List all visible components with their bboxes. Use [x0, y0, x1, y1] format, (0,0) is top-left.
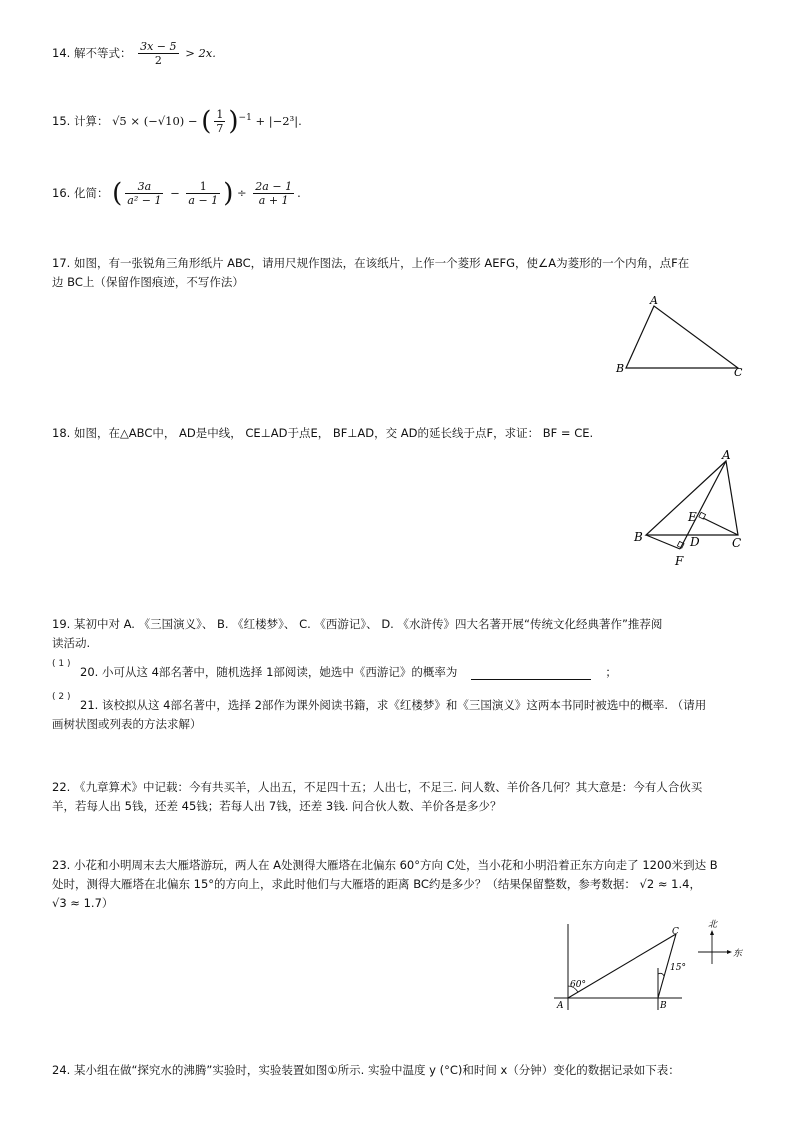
point-label: B: [660, 1001, 667, 1011]
inequality-tail: > 2x.: [185, 46, 216, 60]
fraction: $\frac{1}{7}$: [216, 108, 224, 135]
vertex-label: C: [734, 366, 743, 379]
question-number: 14.: [52, 46, 71, 60]
question-22-line-2: 羊，若每人出 5钱，还差 45钱；若每人出 7钱，还差 3钱. 问合伙人数、羊价各是多少？: [52, 799, 502, 813]
subquestion-21-line-2: 画树状图或列表的方法求解）: [52, 717, 202, 731]
subquestion-21-line-1: 21. 该校拟从这 4部名著中，选择 2部作为课外阅读书籍，求《红楼梦》和《三国演义》这两本书同时被选中的概率. （请用: [80, 698, 707, 712]
question-23-line-3: √3 ≈ 1.7）: [52, 896, 114, 910]
exponent: −1: [238, 113, 252, 124]
vertex-label: F: [675, 554, 684, 568]
point-label: A: [557, 1001, 564, 1011]
question-14: [52, 40, 216, 67]
fraction: $\frac{1}{a - 1}$: [188, 180, 219, 207]
question-number: 15.: [52, 114, 71, 128]
question-18-line-1: 18. 如图，在△ABC中， AD是中线， CE⊥AD于点E， BF⊥AD，交 AD的延长线于点F，求证： BF = CE.: [52, 426, 594, 440]
vertex-label: A: [650, 294, 658, 307]
vertex-label: B: [634, 530, 643, 544]
vertex-label: A: [722, 448, 731, 462]
question-19-line-1: 19. 某初中对 A. 《三国演义》、 B. 《红楼梦》、 C. 《西游记》、 D. 《水浒传》四大名著开展“传统文化经典著作”推荐阅: [52, 617, 663, 631]
expression-part: √5 × (−√10) −: [112, 114, 198, 128]
question-22-line-1: 22. 《九章算术》中记载：今有共买羊，人出五，不足四十五；人出七，不足三. 问人数、羊价各几何？其大意是：今有人合伙买: [52, 780, 703, 794]
question-19-line-2: 读活动.: [52, 636, 91, 650]
angle-label: 15°: [670, 963, 686, 973]
subquestion-label: ( 2 ): [52, 692, 71, 702]
east-label: 东: [733, 949, 743, 959]
vertex-label: E: [688, 510, 697, 524]
question-17-line-2: 边 BC上（保留作图痕迹，不写作法）: [52, 275, 244, 289]
question-prompt: 解不等式：: [73, 46, 132, 60]
north-label: 北: [708, 920, 718, 930]
question-prompt: 化简：: [73, 186, 109, 200]
vertex-label: C: [732, 536, 742, 550]
question-16: 16. 化简： ( $\frac{3a}{\text{a² − 1}}$ − $\frac{1}{a - 1}$ ) ÷ $\frac{2a - 1}{a + 1}$ .: [52, 178, 301, 209]
question-prompt: 计算：: [73, 114, 109, 128]
vertex-label: D: [690, 535, 700, 549]
subquestion-label: ( 1 ): [52, 659, 71, 669]
fraction: $\frac{3a}{\text{a² − 1}}$: [127, 180, 162, 207]
fraction: $\frac{2a - 1}{a + 1}$: [255, 180, 293, 207]
fraction: $\frac{3x - 5}{2}$: [140, 40, 177, 67]
question-15: 15. 计算： √5 × (−√10) − ( $\frac{1}{7}$ )$^{-1}$ + |−2³|.: [52, 106, 302, 137]
figure-23-map: [548, 912, 748, 1022]
expression-part: + |−2³|.: [255, 114, 302, 128]
question-17-line-1: 17. 如图，有一张锐角三角形纸片 ABC，请用尺规作图法，在该纸片，上作一个菱形 AEFG，使∠A为菱形的一个内角，点F在: [52, 256, 690, 270]
point-label: C: [672, 927, 679, 937]
angle-label: 60°: [570, 980, 586, 990]
question-24-line-1: 24. 某小组在做“探究水的沸腾”实验时，实验装置如图①所示. 实验中温度 y (°C)和时间 x（分钟）变化的数据记录如下表：: [52, 1063, 680, 1077]
figure-18-triangle: [620, 445, 760, 575]
question-23-line-1: 23. 小花和小明周末去大雁塔游玩，两人在 A处测得大雁塔在北偏东 60°方向 C处，当小花和小明沿着正东方向走了 1200米到达 B: [52, 858, 718, 872]
subquestion-20: 20. 小可从这 4部名著中，随机选择 1部阅读，她选中《西游记》的概率为 ；: [80, 665, 617, 679]
question-23-line-2: 处时，测得大雁塔在北偏东 15°的方向上，求此时他们与大雁塔的距离 BC约是多少？（结果保留整数，参考数据： √2 ≈ 1.4，: [52, 877, 701, 891]
vertex-label: B: [616, 362, 625, 375]
answer-blank: [471, 667, 591, 680]
figure-17-triangle: [600, 290, 760, 390]
question-number: 16.: [52, 186, 71, 200]
